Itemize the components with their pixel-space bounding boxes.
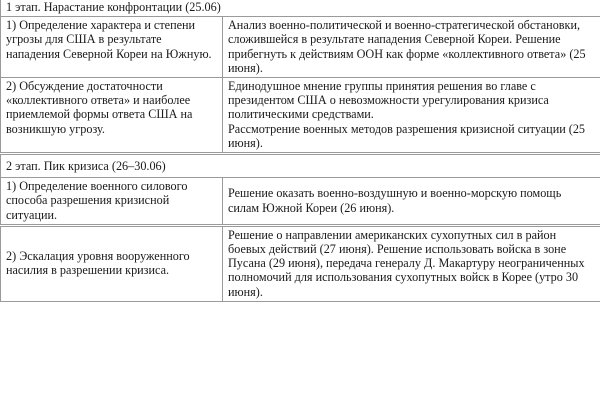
action-text: Решение о направлении американских сухопутных сил в район боевых действий (27 июня). Решение использовать войска в зоне Пусана (29 июня), передача генералу Д. Макартуру неограниченных полномочий для использования сухопутных войск в Корее (утро 30 июня). xyxy=(228,227,585,299)
action-text: Рассмотрение военных методов разрешения кризисной ситуации (25 июня). xyxy=(228,121,586,150)
table-row xyxy=(1,17,600,78)
action-text: Единодушное мнение группы принятия решения во главе с президентом США о невозможности урегулирования кризиса политическими средствами. xyxy=(228,79,549,122)
task-cell: 2) Обсуждение достаточности «коллективного ответа» и наиболее приемлемой формы ответа США на возникшую угрозу. xyxy=(1,78,223,154)
table-row xyxy=(1,178,600,226)
stage-title: 2 этап. Пик кризиса (26–30.06) xyxy=(1,154,600,178)
action-text: Анализ военно-политической и военно-стратегической обстановки, сложившейся в результате нападения Северной Кореи. Решение прибегнуть к действиям ООН как форме «коллективного ответа» (25 июня). xyxy=(228,18,586,75)
task-cell: 1) Определение характера и степени угрозы для США в результате нападения Северной Кореи на Южную. xyxy=(1,17,223,78)
stage-row xyxy=(1,0,600,17)
task-cell: 2) Эскалация уровня вооруженного насилия в разрешении кризиса. xyxy=(1,225,223,301)
action-cell xyxy=(223,78,600,154)
stage-title: 1 этап. Нарастание конфронтации (25.06) xyxy=(1,0,600,17)
action-cell xyxy=(223,178,600,226)
stage-row xyxy=(1,154,600,178)
task-cell: 1) Определение военного силового способа разрешения кризисной ситуации. xyxy=(1,178,223,226)
table-row xyxy=(1,78,600,154)
action-cell xyxy=(223,17,600,78)
action-cell xyxy=(223,225,600,301)
action-text: Решение оказать военно-воздушную и военно-морскую помощь силам Южной Кореи (26 июня). xyxy=(228,186,562,215)
table-row xyxy=(1,225,600,301)
